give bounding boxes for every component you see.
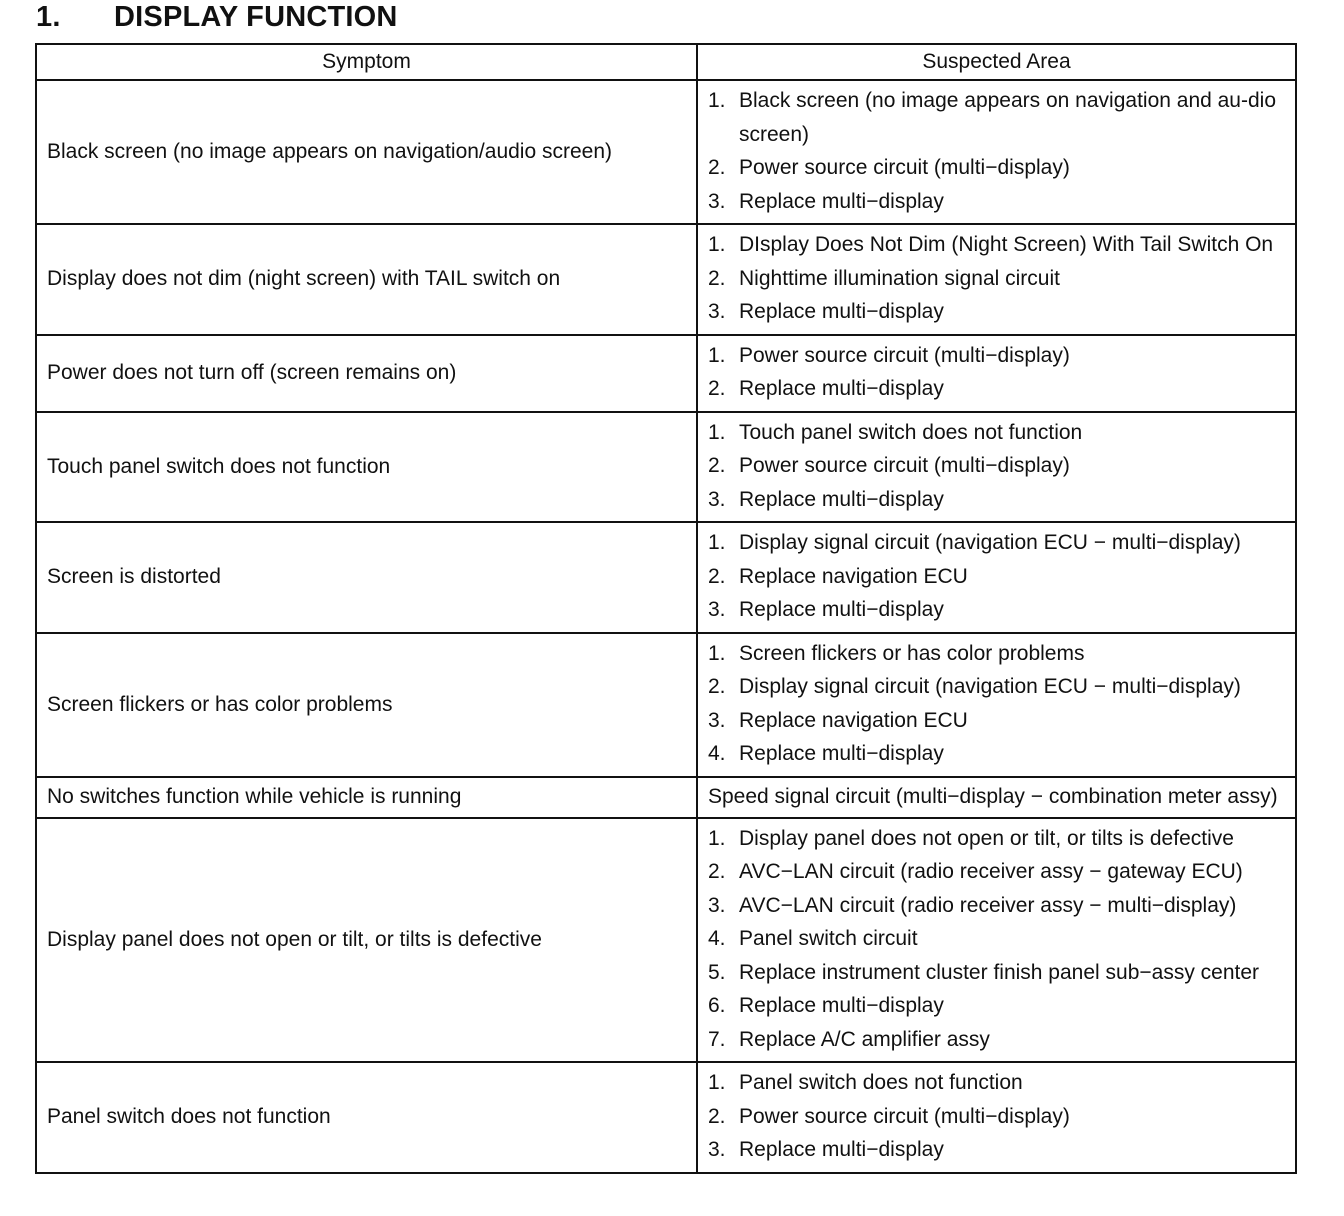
item-text: Replace instrument cluster finish panel sub−assy center	[739, 960, 1260, 984]
suspected-area-cell	[697, 633, 1296, 777]
item-number: 3.	[708, 300, 726, 323]
list-item	[708, 1133, 1287, 1167]
item-text: DIsplay Does Not Dim (Night Screen) With Tail Switch On	[739, 233, 1274, 256]
table-header-row	[36, 44, 1296, 80]
suspected-area-cell	[697, 335, 1296, 412]
item-number: 2.	[708, 156, 726, 179]
section-number: 1.	[36, 1, 61, 33]
list-item	[708, 483, 1287, 517]
item-number: 3.	[708, 893, 726, 917]
suspected-area-cell	[697, 412, 1296, 523]
item-number: 1.	[708, 343, 726, 367]
list-item	[708, 228, 1287, 262]
table-row	[36, 224, 1296, 335]
item-number: 1.	[708, 826, 726, 850]
item-number: 1.	[708, 89, 726, 112]
item-number: 3.	[708, 487, 726, 511]
header-symptom: Symptom	[36, 44, 697, 80]
list-item	[708, 1100, 1287, 1134]
item-text: Replace navigation ECU	[739, 708, 968, 732]
table-row	[36, 633, 1296, 777]
table-row	[36, 335, 1296, 412]
symptom-cell: Black screen (no image appears on navigation/audio screen)	[36, 80, 697, 224]
list-item	[708, 737, 1287, 771]
list-item	[708, 922, 1287, 956]
symptom-cell: Display does not dim (night screen) with TAIL switch on	[36, 224, 697, 335]
item-text: Replace multi−display	[739, 300, 944, 323]
symptom-cell: No switches function while vehicle is running	[36, 777, 697, 818]
item-text: Replace multi−display	[739, 598, 944, 621]
item-text: Display panel does not open or tilt, or tilts is defective	[739, 826, 1234, 850]
suspected-area-list	[708, 416, 1287, 517]
symptom-cell: Touch panel switch does not function	[36, 412, 697, 523]
list-item	[708, 560, 1287, 594]
table-row	[36, 777, 1296, 818]
item-number: 2.	[708, 454, 726, 477]
list-item	[708, 339, 1287, 373]
item-number: 6.	[708, 994, 726, 1017]
item-text: Touch panel switch does not function	[739, 420, 1083, 444]
item-number: 3.	[708, 598, 726, 621]
list-item	[708, 185, 1287, 219]
item-number: 7.	[708, 1027, 726, 1051]
list-item	[708, 1066, 1287, 1100]
item-text: Panel switch circuit	[739, 927, 918, 950]
suspected-area-text: Speed signal circuit (multi−display − combination meter assy)	[708, 784, 1278, 808]
item-number: 2.	[708, 1104, 726, 1128]
suspected-area-cell	[697, 522, 1296, 633]
table-row	[36, 80, 1296, 224]
item-text: Power source circuit (multi−display)	[739, 454, 1070, 477]
item-text: Power source circuit (multi−display)	[739, 343, 1070, 367]
list-item	[708, 956, 1287, 990]
list-item	[708, 262, 1287, 296]
item-number: 2.	[708, 860, 726, 883]
item-text: Black screen (no image appears on navigation and au-dio screen)	[739, 89, 1277, 146]
table-row	[36, 412, 1296, 523]
item-number: 3.	[708, 708, 726, 732]
header-suspected-area: Suspected Area	[697, 44, 1296, 80]
item-number: 1.	[708, 531, 726, 554]
list-item	[708, 704, 1287, 738]
item-number: 1.	[708, 420, 726, 444]
suspected-area-list	[708, 637, 1287, 771]
item-number: 4.	[708, 927, 726, 950]
item-number: 2.	[708, 675, 726, 698]
item-number: 4.	[708, 742, 726, 765]
troubleshooting-table	[35, 43, 1297, 1174]
list-item	[708, 889, 1287, 923]
suspected-area-list	[708, 228, 1287, 329]
item-number: 5.	[708, 960, 726, 984]
item-text: Replace multi−display	[739, 189, 944, 213]
table-row	[36, 522, 1296, 633]
list-item	[708, 822, 1287, 856]
item-text: Replace multi−display	[739, 994, 944, 1017]
suspected-area-cell	[697, 1062, 1296, 1173]
item-text: Power source circuit (multi−display)	[739, 1104, 1070, 1128]
suspected-area-list	[708, 84, 1287, 218]
item-text: Replace multi−display	[739, 742, 944, 765]
symptom-cell: Panel switch does not function	[36, 1062, 697, 1173]
suspected-area-list	[708, 339, 1287, 406]
item-text: Screen flickers or has color problems	[739, 641, 1085, 665]
list-item	[708, 372, 1287, 406]
list-item	[708, 84, 1287, 151]
item-text: Replace A/C amplifier assy	[739, 1027, 990, 1051]
item-text: Nighttime illumination signal circuit	[739, 266, 1060, 290]
item-text: Replace multi−display	[739, 487, 944, 511]
symptom-cell: Power does not turn off (screen remains on)	[36, 335, 697, 412]
item-text: Replace multi−display	[739, 377, 944, 400]
list-item	[708, 1023, 1287, 1057]
table-row	[36, 1062, 1296, 1173]
item-text: AVC−LAN circuit (radio receiver assy − gateway ECU)	[739, 860, 1243, 883]
item-number: 2.	[708, 564, 726, 588]
item-number: 3.	[708, 1138, 726, 1161]
list-item	[708, 670, 1287, 704]
table-row	[36, 818, 1296, 1063]
list-item	[708, 526, 1287, 560]
item-number: 2.	[708, 266, 726, 290]
item-number: 1.	[708, 641, 726, 665]
section-title: DISPLAY FUNCTION	[114, 1, 398, 33]
suspected-area-cell	[697, 818, 1296, 1063]
list-item	[708, 855, 1287, 889]
item-text: Power source circuit (multi−display)	[739, 156, 1070, 179]
item-text: Display signal circuit (navigation ECU − multi−display)	[739, 675, 1241, 698]
suspected-area-list	[708, 526, 1287, 627]
item-text: Display signal circuit (navigation ECU − multi−display)	[739, 531, 1241, 554]
section-heading	[36, 0, 398, 34]
item-number: 3.	[708, 189, 726, 213]
suspected-area-cell	[697, 224, 1296, 335]
item-text: AVC−LAN circuit (radio receiver assy − multi−display)	[739, 893, 1237, 917]
list-item	[708, 449, 1287, 483]
list-item	[708, 295, 1287, 329]
list-item	[708, 593, 1287, 627]
item-text: Replace multi−display	[739, 1138, 944, 1161]
symptom-cell: Screen flickers or has color problems	[36, 633, 697, 777]
item-number: 1.	[708, 1071, 726, 1094]
suspected-area-cell	[697, 777, 1296, 818]
list-item	[708, 637, 1287, 671]
item-text: Replace navigation ECU	[739, 564, 968, 588]
list-item	[708, 989, 1287, 1023]
item-number: 1.	[708, 233, 726, 256]
item-text: Panel switch does not function	[739, 1071, 1023, 1094]
suspected-area-cell	[697, 80, 1296, 224]
suspected-area-list	[708, 1066, 1287, 1167]
list-item	[708, 416, 1287, 450]
symptom-cell: Screen is distorted	[36, 522, 697, 633]
list-item	[708, 151, 1287, 185]
item-number: 2.	[708, 377, 726, 400]
table-body	[36, 80, 1296, 1173]
suspected-area-list	[708, 822, 1287, 1057]
symptom-cell: Display panel does not open or tilt, or tilts is defective	[36, 818, 697, 1063]
